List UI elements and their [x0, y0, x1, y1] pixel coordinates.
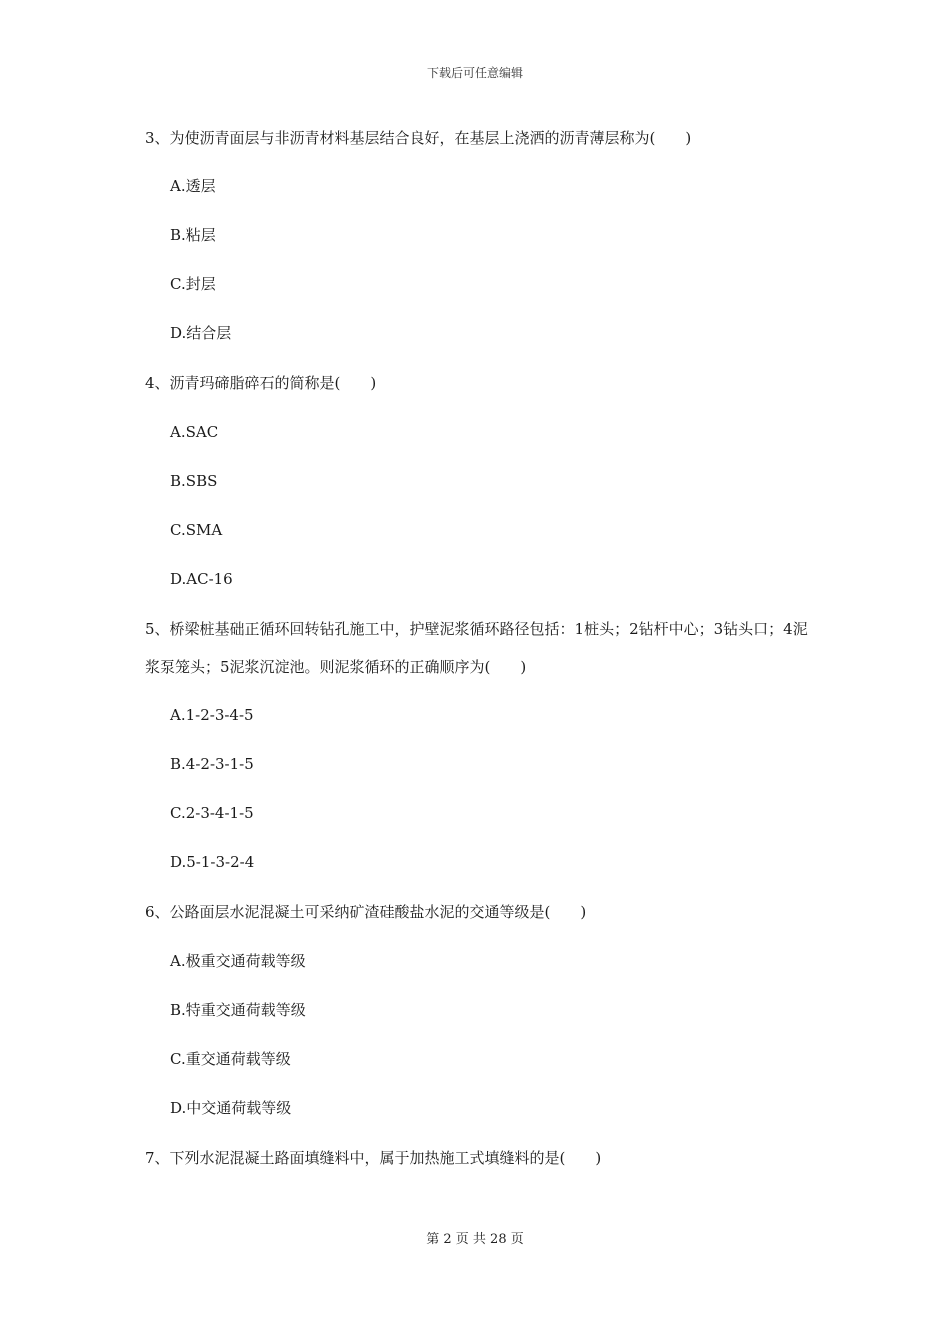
question-4-option-d: D.AC-16 [170, 570, 233, 588]
question-5-option-d: D.5-1-3-2-4 [170, 853, 255, 871]
question-4-option-a: A.SAC [170, 423, 219, 441]
question-7-stem: 7、下列水泥混凝土路面填缝料中，属于加热施工式填缝料的是( ) [145, 1149, 602, 1167]
question-4-option-c: C.SMA [170, 521, 223, 539]
question-5-option-a: A.1-2-3-4-5 [170, 706, 254, 724]
question-6-option-b: B.特重交通荷载等级 [170, 1001, 306, 1019]
question-5-option-c: C.2-3-4-1-5 [170, 804, 254, 822]
question-3-option-d: D.结合层 [170, 324, 232, 342]
question-3-option-b: B.粘层 [170, 226, 216, 244]
question-3-stem: 3、为使沥青面层与非沥青材料基层结合良好，在基层上浇洒的沥青薄层称为( ) [145, 129, 692, 147]
question-6-option-a: A.极重交通荷载等级 [170, 952, 306, 970]
question-5-option-b: B.4-2-3-1-5 [170, 755, 254, 773]
question-3-option-a: A.透层 [170, 177, 216, 195]
question-3-option-c: C.封层 [170, 275, 216, 293]
question-4-stem: 4、沥青玛碲脂碎石的简称是( ) [145, 374, 377, 392]
question-6-option-c: C.重交通荷载等级 [170, 1050, 291, 1068]
question-5-stem: 5、桥梁桩基础正循环回转钻孔施工中，护壁泥浆循环路径包括：1桩头；2钻杆中心；3钻头口；4泥浆泵笼头；5泥浆沉淀池。则泥浆循环的正确顺序为( ) [145, 620, 808, 676]
question-6-stem: 6、公路面层水泥混凝土可采纳矿渣硅酸盐水泥的交通等级是( ) [145, 903, 587, 921]
question-4-option-b: B.SBS [170, 472, 218, 490]
page-header: 下载后可任意编辑 [426, 66, 523, 80]
question-6-option-d: D.中交通荷载等级 [170, 1099, 292, 1117]
page-footer: 第 2 页 共 28 页 [426, 1232, 524, 1247]
